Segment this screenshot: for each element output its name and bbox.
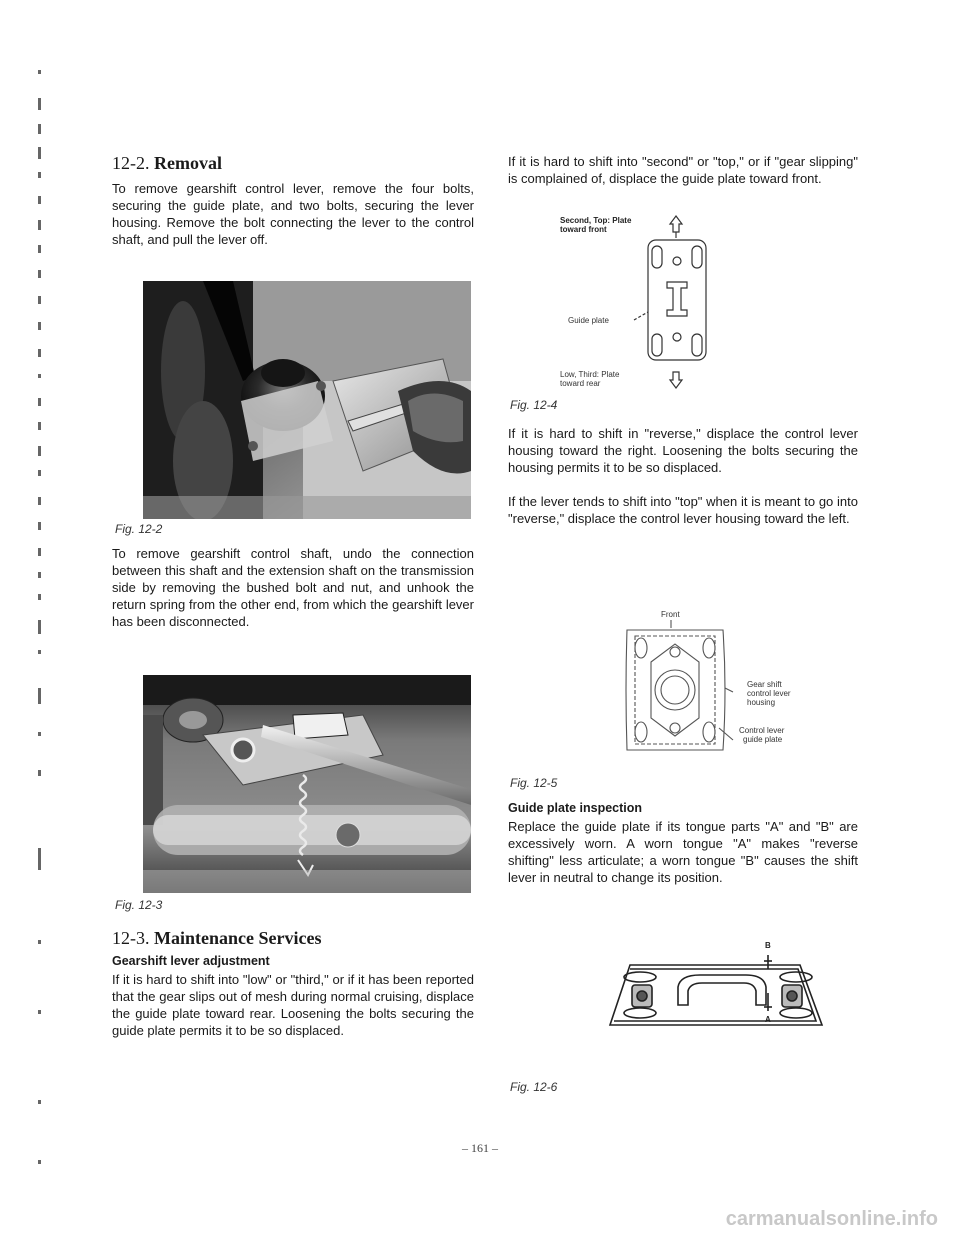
guide-plate-drawing [560,212,740,392]
figure-caption-12-6: Fig. 12-6 [510,1080,558,1094]
label-housing-3: housing [747,698,776,707]
reverse-paragraph: If it is hard to shift in "reverse," displace the control lever housing toward the right. Loosening the bolts securing the housing permits it to be so displaced. [508,426,858,475]
label-front: Front [661,610,680,619]
second-top-paragraph: If it is hard to shift into "second" or "top," or if "gear slipping" is complained of, displace the guide plate toward front. [508,154,858,186]
removal-paragraph: To remove gearshift control lever, remove the four bolts, securing the guide plate, and two bolts, securing the lever housing. Remove the bolt connecting the lever to the control shaft, and pull the lever off. [112,181,474,247]
figure-caption-12-4: Fig. 12-4 [510,398,558,412]
subheading-lever-adjustment: Gearshift lever adjustment [112,954,270,968]
diagram-guide-plate-direction [560,212,740,392]
diagram-guide-plate-tongues [600,935,830,1055]
figure-caption-12-5: Fig. 12-5 [510,776,558,790]
section-title: Removal [154,153,222,173]
section-number: 12-3. [112,928,150,948]
section-heading-maintenance [112,928,321,949]
photo-control-shaft-spring [143,675,471,893]
label-tongue-b: B [765,941,771,950]
top-reverse-paragraph: If the lever tends to shift into "top" when it is meant to go into "reverse," displace the control lever housing toward the left. [508,494,858,526]
section-title: Maintenance Services [154,928,322,948]
label-low-third-2: toward rear [560,379,601,388]
label-second-top-2: toward front [560,225,607,234]
label-housing-2: control lever [747,689,791,698]
label-guide-plate: Guide plate [568,316,609,325]
control-shaft-paragraph: To remove gearshift control shaft, undo the connection between this shaft and the extension shaft on the transmission side by removing the bushed bolt and nut, and unhook the return spring from the other end, from which the gearshift lever has been disconnected. [112,546,474,629]
label-tongue-a: A [765,1015,771,1024]
label-guide-plate-1: Control lever [739,726,785,735]
figure-caption-12-2: Fig. 12-2 [115,522,163,536]
photo-gearshift-lever-removal [143,281,471,519]
adjustment-paragraph: If it is hard to shift into "low" or "third," or if it has been reported that the gear slips out of mesh during normal cruising, displace the guide plate toward rear. Loosening the bolts securing the guide plate permits it to be so displaced. [112,972,474,1038]
page-number: – 161 – [462,1141,498,1155]
guide-plate-tongues-drawing [600,935,830,1055]
label-housing-1: Gear shift [747,680,782,689]
diagram-lever-housing [615,610,845,760]
section-heading-removal [112,153,222,174]
section-number: 12-2. [112,153,150,173]
figure-caption-12-3: Fig. 12-3 [115,898,163,912]
watermark: carmanualsonline.info [725,1208,938,1230]
subheading-guide-plate-inspection: Guide plate inspection [508,801,643,815]
inspection-paragraph: Replace the guide plate if its tongue parts "A" and "B" are excessively worn. A worn tongue "A" makes "reverse shifting" less articulate; a worn tongue "B" causes the shift lever in neutral to change its position. [508,819,858,885]
label-second-top-1: Second, Top: Plate [560,216,632,225]
label-guide-plate-2: guide plate [743,735,783,744]
label-low-third-1: Low, Third: Plate [560,370,620,379]
lever-housing-drawing [615,610,845,760]
